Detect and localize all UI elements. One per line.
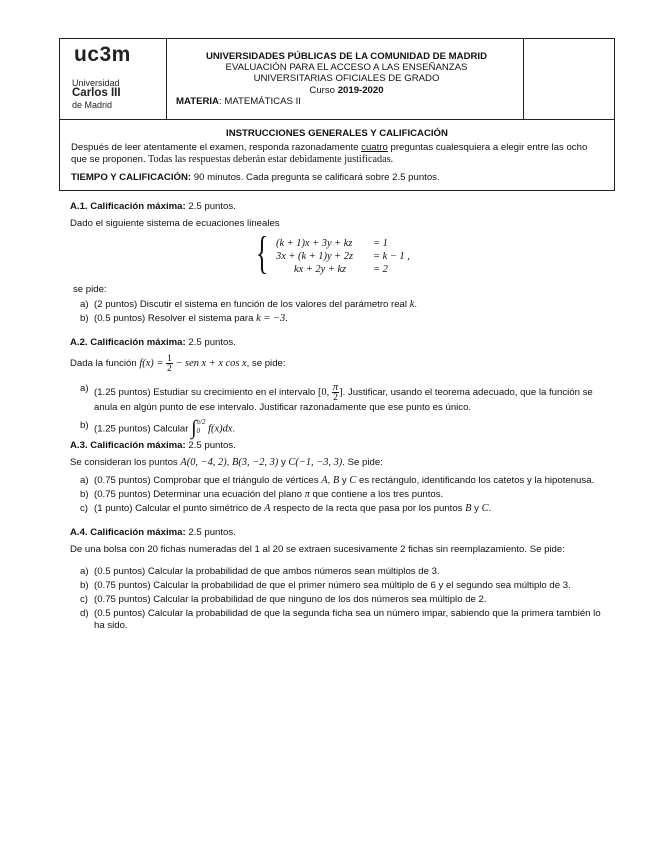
fraction-pi-half: $\frac{\pi}{2}$ (332, 382, 339, 403)
time-and-grading: TIEMPO Y CALIFICACIÓN: 90 minutos. Cada pregunta se calificará sobre 2.5 puntos. (71, 172, 440, 183)
list-item: b) (0.75 puntos) Calcular la probabilidad de que el primer número sea múltiplo de 6 y el segundo sea múltiplo de 3. (80, 580, 571, 591)
question-a3-intro: Se consideran los puntos A(0, −4, 2), B(3, −2, 3) y C(−1, −3, 3). Se pide: (70, 457, 383, 468)
header-line-3: UNIVERSITARIAS OFICIALES DE GRADO (253, 73, 440, 85)
question-a1-ask: se pide: (73, 284, 107, 295)
instructions-title: INSTRUCCIONES GENERALES Y CALIFICACIÓN (226, 128, 448, 139)
integral-limits: π/2 0 (196, 418, 206, 435)
question-a4-items (70, 566, 604, 632)
uc3m-logo-mark: uc3m (74, 43, 131, 66)
header-titles (167, 39, 524, 119)
header-title: UNIVERSIDADES PÚBLICAS DE LA COMUNIDAD DE MADRID (205, 51, 488, 62)
question-a1-items (70, 299, 604, 325)
equation-1-lhs: (k + 1)x + 3y + kz (276, 238, 353, 249)
list-item: b) (1.25 puntos) Calcular ∫ π/2 0 f(x)dx. (80, 417, 236, 439)
equation-2-rhs: = k − 1 , (373, 251, 410, 262)
list-item: c) (1 punto) Calcular el punto simétrico de A respecto de la recta que pasa por los puntos B y C. (80, 503, 492, 514)
question-a4-intro: De una bolsa con 20 fichas numeradas del 1 al 20 se extraen sucesivamente 2 fichas sin reemplazamiento. Se pide: (70, 544, 565, 555)
list-item: b) (0.5 puntos) Resolver el sistema para k = −3. (80, 313, 288, 324)
equation-system (70, 227, 604, 280)
list-item: d) (0.5 puntos) Calcular la probabilidad de que la segunda ficha sea un número impar, sabiendo que la primera también lo ha sido. (80, 608, 601, 631)
question-a3-heading: A.3. Calificación máxima: 2.5 puntos. (70, 440, 236, 451)
header-subject: MATERIA: MATEMÁTICAS II (176, 95, 301, 107)
equation-3-rhs: = 2 (373, 264, 388, 275)
equation-1-rhs: = 1 (373, 238, 388, 249)
equation-2-lhs: 3x + (k + 1)y + 2z (276, 251, 354, 262)
list-item: a) (0.75 puntos) Comprobar que el triángulo de vértices A, B y C es rectángulo, identificando los catetos y la hipotenusa. (80, 475, 595, 486)
question-a2-items (70, 383, 604, 438)
integral-icon: ∫ (191, 417, 197, 439)
question-a2-intro: Dada la función f(x) = $\frac{1}{2}$ − sen x + x cos x, se pide: (70, 353, 286, 374)
question-a3-items (70, 475, 604, 515)
course-year: 2019-2020 (337, 84, 384, 96)
logo-line-2: Carlos III (72, 87, 121, 99)
header-line-2: EVALUACIÓN PARA EL ACCESO A LAS ENSEÑANZAS (225, 62, 468, 74)
logo-line-1: Universidad (72, 78, 120, 88)
general-instructions (59, 120, 615, 191)
system-brace-icon: { (256, 227, 269, 278)
question-a4-heading: A.4. Calificación máxima: 2.5 puntos. (70, 527, 236, 538)
equation-3-lhs: kx + 2y + kz (294, 264, 347, 275)
header-course: Curso 2019-2020 (309, 84, 384, 96)
list-item: a) (0.5 puntos) Calcular la probabilidad de que ambos números sean múltiplos de 3. (80, 566, 440, 577)
list-item: c) (0.75 puntos) Calcular la probabilidad de que ninguno de los dos números sea múltiplo de 2. (80, 594, 487, 605)
list-item: a) (2 puntos) Discutir el sistema en función de los valores del parámetro real k. (80, 299, 417, 310)
questions-body (59, 191, 615, 632)
header-blank-cell (524, 39, 614, 119)
question-a2-heading: A.2. Calificación máxima: 2.5 puntos. (70, 337, 236, 348)
list-item: a) (1.25 puntos) Estudiar su crecimiento en el intervalo [0, $\frac{\pi}{2}$ ]. Justificar, usando el teorema adecuado, que la función se anula en algún punto de ese intervalo. Justificar razonadamente que ese punto es único. (80, 382, 593, 413)
instructions-text: Después de leer atentamente el examen, responda razonadamente cuatro preguntas cualesquiera a elegir entre las ocho que se proponen. Todas las respuestas deberán estar debidamente justificadas. (71, 142, 588, 165)
fraction-one-half: $\frac{1}{2}$ (167, 353, 172, 374)
list-item: b) (0.75 puntos) Determinar una ecuación del plano π que contiene a los tres puntos. (80, 489, 444, 500)
university-logo (60, 39, 167, 119)
exam-page (59, 38, 615, 634)
exam-header (59, 38, 615, 120)
question-a1-heading: A.1. Calificación máxima: 2.5 puntos. (70, 201, 236, 212)
logo-line-3: de Madrid (72, 100, 113, 110)
question-a1-intro: Dado el siguiente sistema de ecuaciones lineales (70, 218, 280, 229)
